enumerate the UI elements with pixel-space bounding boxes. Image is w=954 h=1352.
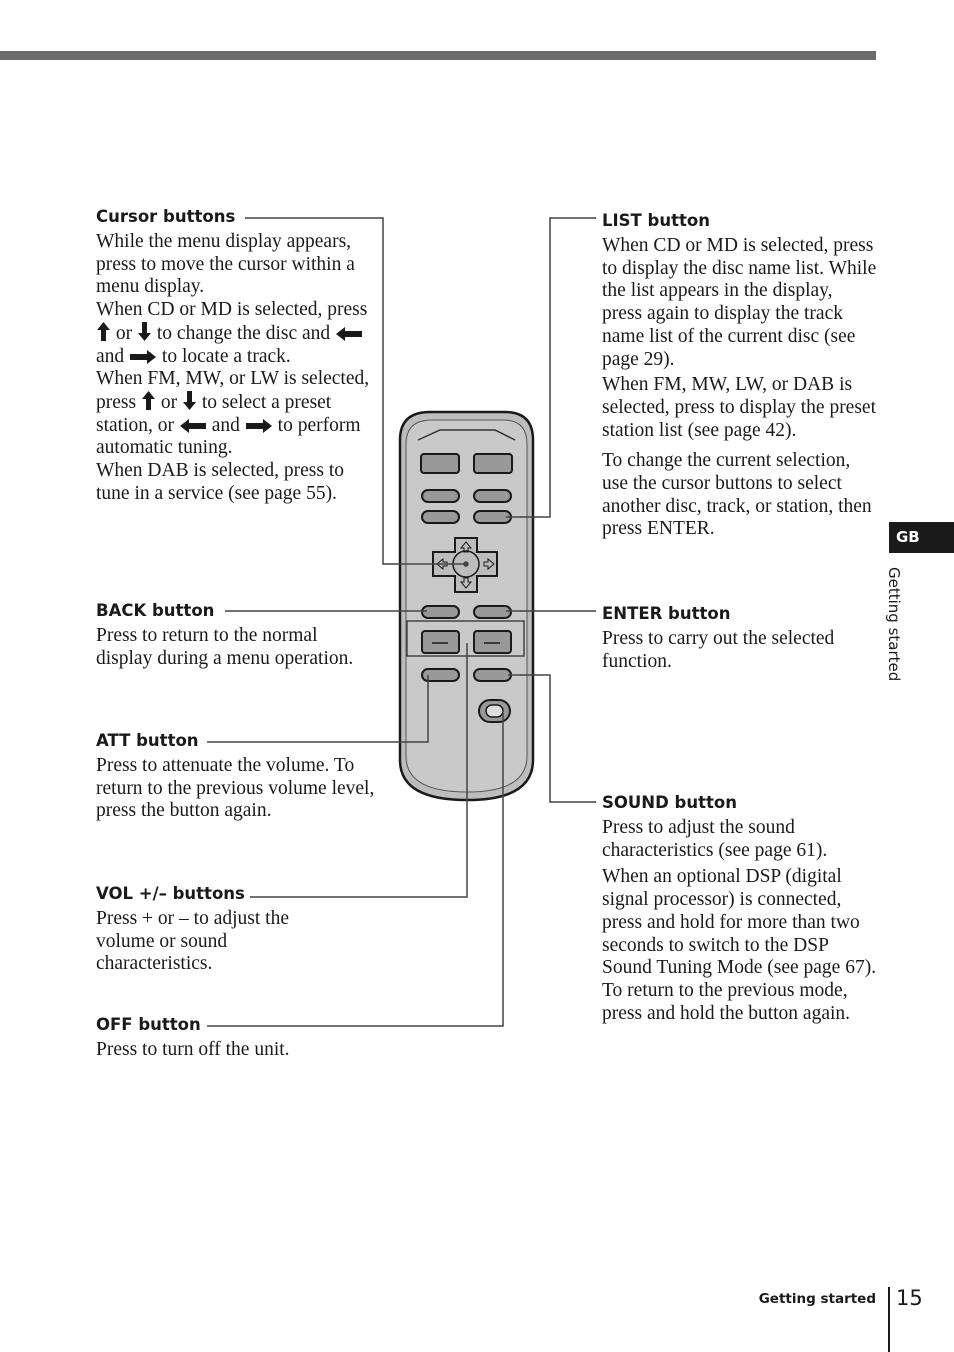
enter-button-heading: ENTER button — [602, 604, 731, 623]
side-section-label: Getting started — [885, 567, 903, 682]
list-p2: When FM, MW, LW, or DAB is selected, press to display the preset station list (see page 42). — [602, 374, 876, 441]
left-arrow-icon — [336, 327, 362, 341]
cursor-p3 — [96, 368, 381, 460]
back-button-heading: BACK button — [96, 601, 215, 620]
cursor-p2c: to change the disc and — [156, 322, 331, 344]
cursor-p3a: When FM, MW, or LW is selected, press — [96, 368, 370, 413]
right-arrow-icon — [246, 419, 272, 433]
language-tab: GB — [889, 522, 954, 553]
up-arrow-icon — [97, 322, 110, 341]
vol-buttons-heading: VOL +/– buttons — [96, 884, 245, 903]
left-arrow-icon — [180, 419, 206, 433]
sound-p1: Press to adjust the sound characteristics (see page 61). — [602, 817, 828, 861]
list-button-text — [602, 235, 877, 541]
vol-buttons-text: Press + or – to adjust the volume or sound characteristics. — [96, 908, 289, 975]
down-arrow-icon — [138, 322, 151, 341]
cursor-p3b: or — [160, 391, 178, 413]
down-arrow-icon — [183, 391, 196, 410]
list-p1: When CD or MD is selected, press to display the disc name list. While the list appears in the display, press again to display the track name list of the current disc (see page 29). — [602, 235, 877, 370]
off-button-heading: OFF button — [96, 1015, 201, 1034]
right-arrow-icon — [130, 350, 156, 364]
cursor-buttons-heading: Cursor buttons — [96, 207, 236, 226]
sound-p2: When an optional DSP (digital signal processor) is connected, press and hold for more than two seconds to switch to the DSP Sound Tuning Mode (see page 67). To return to the previous mode, press and hold the button again. — [602, 866, 877, 1024]
page-number: 15 — [896, 1286, 923, 1310]
off-button-text: Press to turn off the unit. — [96, 1039, 290, 1060]
cursor-p2e: to locate a track. — [161, 345, 291, 367]
footer-divider — [888, 1287, 890, 1352]
cursor-buttons-text — [96, 231, 381, 505]
sound-button-text — [602, 817, 877, 1025]
att-button-heading: ATT button — [96, 731, 199, 750]
list-button-heading: LIST button — [602, 211, 710, 230]
cursor-p2a: When CD or MD is selected, press — [96, 299, 368, 321]
cursor-p1: While the menu display appears, press to move the cursor within a menu display. — [96, 231, 355, 298]
sound-button-heading: SOUND button — [602, 793, 737, 812]
cursor-p2 — [96, 299, 381, 368]
back-button-text: Press to return to the normal display during a menu operation. — [96, 625, 354, 669]
cursor-p2b: or — [115, 322, 133, 344]
list-p3: To change the current selection, use the cursor buttons to select another disc, track, or station, then press ENTER. — [602, 450, 872, 540]
up-arrow-icon — [142, 391, 155, 410]
cursor-p3c: to select a preset station, or — [96, 391, 332, 436]
footer-section: Getting started — [758, 1291, 876, 1307]
cursor-p2d: and — [96, 345, 125, 367]
enter-button-text: Press to carry out the selected function. — [602, 628, 835, 672]
cursor-p3d: and — [211, 414, 240, 436]
att-button-text: Press to attenuate the volume. To return to the previous volume level, press the button again. — [96, 755, 375, 822]
cursor-p4: When DAB is selected, press to tune in a service (see page 55). — [96, 460, 345, 504]
cursor-p3e: to perform automatic tuning. — [96, 414, 361, 459]
